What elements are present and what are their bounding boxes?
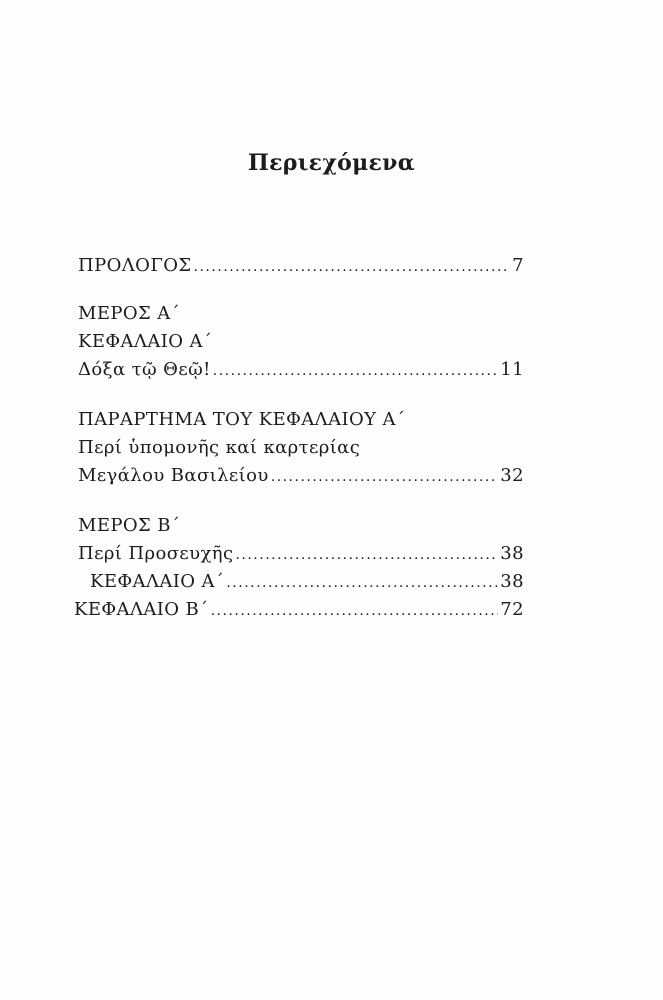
toc-heading-hypomone: Περί ὑπομονῆς καί καρτερίας [78,437,361,458]
toc-entry-prayer [78,542,524,567]
toc-page-number: 7 [512,255,524,276]
toc-label: Μεγάλου Βασιλείου [78,465,269,486]
contents-title: Περιεχόμενα [248,150,415,176]
toc-label: ΚΕΦΑΛΑΙΟ Β΄ [74,599,209,620]
toc-heading-chapter-a: ΚΕΦΑΛΑΙΟ Α΄ [78,331,213,352]
toc-heading-part-a: ΜΕΡΟΣ Α΄ [78,303,181,324]
toc-entry-doxa [78,358,524,383]
toc-page-number: 38 [500,571,524,592]
toc-entry-chapter-b2 [74,598,524,623]
dot-leader [271,465,499,489]
dot-leader [226,571,498,595]
toc-heading-appendix: ΠΑΡΑΡΤΗΜΑ ΤΟΥ ΚΕΦΑΛΑΙΟΥ Α΄ [78,409,406,430]
toc-page-number: 11 [500,359,524,380]
dot-leader [211,599,499,623]
toc-page-number: 38 [500,543,524,564]
toc-entry-prologue [78,254,524,279]
toc-label: Περί Προσευχῆς [78,543,234,564]
dot-leader [235,543,498,567]
dot-leader [213,359,499,383]
toc-label: ΚΕΦΑΛΑΙΟ Α΄ [90,571,225,592]
toc-entry-basil [78,464,524,489]
toc-label: Δόξα τῷ Θεῷ! [78,359,211,380]
toc-heading-part-b: ΜΕΡΟΣ Β΄ [78,515,181,536]
toc-page-number: 72 [500,599,524,620]
dot-leader [194,255,511,279]
toc-entry-chapter-b1 [90,570,524,595]
toc-page-number: 32 [500,465,524,486]
toc-label: ΠΡΟΛΟΓΟΣ [78,255,192,276]
